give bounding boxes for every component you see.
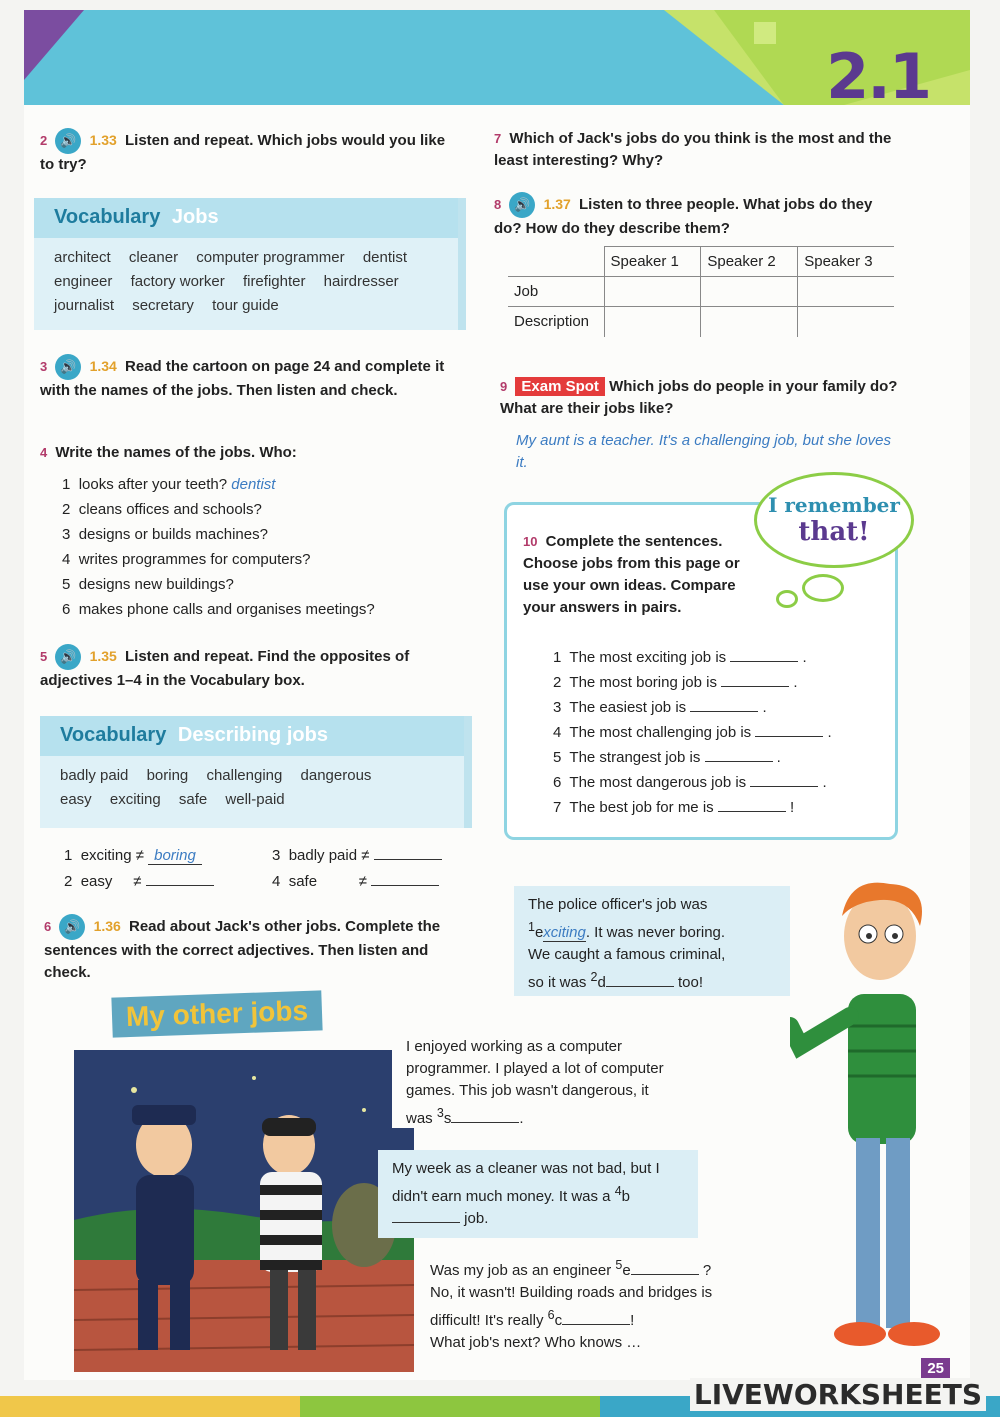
item-number: 1 xyxy=(62,476,71,493)
gap-number: 3 xyxy=(436,1106,444,1120)
speech-text: No, it wasn't! Building roads and bridges is difficult! It's really xyxy=(430,1284,713,1329)
speaker-icon[interactable]: 🔊 xyxy=(509,192,535,218)
vocab-word: engineer xyxy=(54,273,113,290)
speech-line xyxy=(430,1282,742,1332)
exercise-instruction: Read the cartoon on page 24 and complete it with the names of the jobs. Then listen and check. xyxy=(40,357,445,399)
exercise-instruction: Listen and repeat. Which jobs would you like to try? xyxy=(40,131,446,173)
answer-input[interactable] xyxy=(146,872,214,886)
vocab-word: architect xyxy=(54,249,111,266)
vocabulary-word-list xyxy=(34,238,458,326)
exercise-5 xyxy=(40,644,460,692)
exercise-7 xyxy=(494,128,894,172)
list-item xyxy=(553,745,883,770)
speech-text: The police officer's job was xyxy=(528,896,708,913)
exercise-instruction: Listen to three people. What jobs do they do? How do they describe them? xyxy=(494,195,873,237)
vocab-word: exciting xyxy=(109,791,161,808)
item-text: makes phone calls and organises meetings? xyxy=(78,601,375,618)
list-item xyxy=(553,670,883,695)
gap-number: 1 xyxy=(528,920,535,934)
table-cell[interactable] xyxy=(604,307,701,337)
exercise-10-list xyxy=(553,645,883,820)
vocabulary-jobs-box xyxy=(34,198,466,330)
gap-number: 2 xyxy=(590,970,598,984)
not-equal-sign: ≠ xyxy=(358,873,367,890)
punctuation: . xyxy=(822,774,827,791)
thought-dot xyxy=(802,574,844,602)
punctuation: . xyxy=(519,1110,524,1127)
vocab-word: challenging xyxy=(206,767,283,784)
speaker-icon[interactable]: 🔊 xyxy=(55,354,81,380)
opposite-item xyxy=(64,868,274,896)
punctuation: . xyxy=(827,724,832,741)
vocabulary-title: Vocabulary xyxy=(60,724,167,746)
thought-dot xyxy=(776,590,798,608)
not-equal-sign: ≠ xyxy=(135,847,144,864)
list-item xyxy=(553,720,883,745)
punctuation: . xyxy=(762,699,767,716)
jack-character-image xyxy=(790,876,950,1356)
exercise-8 xyxy=(494,192,894,240)
speech-text: We caught a famous criminal, xyxy=(528,946,726,963)
answer-input[interactable]: boring xyxy=(148,847,202,865)
list-item xyxy=(62,572,482,597)
item-text: cleans offices and schools? xyxy=(78,501,262,518)
vocab-word: journalist xyxy=(54,297,115,314)
item-text: The strangest job is xyxy=(569,749,701,766)
table-cell[interactable] xyxy=(798,277,894,307)
exercise-10-instruction xyxy=(523,531,743,619)
page-number: 25 xyxy=(921,1358,950,1379)
textbook-page xyxy=(24,10,970,1380)
remember-line-1: I remember xyxy=(768,493,900,517)
item-text: designs or builds machines? xyxy=(78,526,268,543)
item-number: 2 xyxy=(64,873,73,890)
exercise-4 xyxy=(40,442,470,464)
gap-number: 6 xyxy=(547,1308,555,1322)
i-remember-that-bubble xyxy=(754,472,914,568)
answer-input[interactable] xyxy=(730,648,798,662)
gap-first-letter: d xyxy=(597,974,606,991)
item-number: 3 xyxy=(553,699,562,716)
watermark-text: LIVEWORKSHEETS xyxy=(693,1378,982,1411)
adjective: safe xyxy=(288,873,318,890)
list-item xyxy=(62,547,482,572)
vocabulary-describing-box xyxy=(40,716,472,828)
vocab-word: dangerous xyxy=(300,767,372,784)
track-number: 1.34 xyxy=(89,357,117,374)
adjective: easy xyxy=(80,873,113,890)
punctuation: ! xyxy=(790,799,795,816)
punctuation: ! xyxy=(630,1312,635,1329)
item-number: 4 xyxy=(272,873,281,890)
item-text: The most boring job is xyxy=(569,674,717,691)
item-number: 6 xyxy=(62,601,71,618)
adjective: exciting xyxy=(80,847,132,864)
table-header: Speaker 2 xyxy=(701,247,798,277)
gap-first-letter: b xyxy=(621,1188,630,1205)
item-text: The easiest job is xyxy=(569,699,687,716)
vocabulary-subtitle: Describing jobs xyxy=(177,724,328,746)
vocabulary-heading xyxy=(34,198,458,238)
track-number: 1.35 xyxy=(89,647,117,664)
item-number: 6 xyxy=(553,774,562,791)
table-header-row xyxy=(508,247,894,277)
gap-first-letter: e xyxy=(534,924,544,941)
exercise-instruction: Write the names of the jobs. Who: xyxy=(55,444,297,461)
punctuation: . xyxy=(802,649,807,666)
exercise-number: 4 xyxy=(40,445,48,460)
vocab-word: factory worker xyxy=(130,273,225,290)
exercise-number: 9 xyxy=(500,379,508,394)
gap-number: 5 xyxy=(615,1258,623,1272)
speaker-icon[interactable]: 🔊 xyxy=(55,128,81,154)
speech-text: . It was never boring. xyxy=(585,924,726,941)
vocab-word: secretary xyxy=(132,297,194,314)
police-chasing-thief-image xyxy=(74,1050,414,1372)
item-number: 1 xyxy=(553,649,562,666)
answer-input[interactable] xyxy=(721,673,789,687)
item-number: 4 xyxy=(62,551,71,568)
answer-input[interactable] xyxy=(705,748,773,762)
speech-line xyxy=(528,916,776,944)
speech-text: My week as a cleaner was not bad, but I didn't earn much money. It was a xyxy=(392,1160,660,1205)
item-number: 3 xyxy=(62,526,71,543)
speech-line xyxy=(430,1254,742,1282)
table-cell[interactable] xyxy=(701,277,798,307)
item-number: 7 xyxy=(553,799,562,816)
vocabulary-subtitle: Jobs xyxy=(171,206,219,228)
item-number: 3 xyxy=(272,847,281,864)
table-row xyxy=(508,307,894,337)
opposite-item xyxy=(272,842,482,870)
item-text: designs new buildings? xyxy=(78,576,234,593)
gap-first-letter: e xyxy=(622,1262,631,1279)
item-number: 4 xyxy=(553,724,562,741)
exam-spot-badge: Exam Spot xyxy=(515,377,605,396)
punctuation: ? xyxy=(702,1262,712,1279)
exercise-instruction: Which of Jack's jobs do you think is the most and the least interesting? Why? xyxy=(494,130,892,169)
answer-input[interactable]: dentist xyxy=(231,476,276,493)
exercise-number: 8 xyxy=(494,196,502,212)
vocab-word: hairdresser xyxy=(323,273,399,290)
item-number: 2 xyxy=(553,674,562,691)
vocab-word: firefighter xyxy=(242,273,306,290)
speaker-icon[interactable]: 🔊 xyxy=(59,914,85,940)
item-number: 2 xyxy=(62,501,71,518)
answer-input[interactable] xyxy=(562,1311,630,1325)
speech-line xyxy=(528,966,776,994)
speech-computer-programmer xyxy=(392,1028,688,1128)
speech-text: so it was xyxy=(528,974,587,991)
table-row xyxy=(508,277,894,307)
item-text: looks after your teeth? xyxy=(78,476,228,493)
item-number: 1 xyxy=(64,847,73,864)
adjective: badly paid xyxy=(288,847,358,864)
punctuation: . xyxy=(793,674,798,691)
vocab-word: easy xyxy=(60,791,92,808)
list-item xyxy=(553,645,883,670)
not-equal-sign: ≠ xyxy=(133,873,142,890)
track-number: 1.37 xyxy=(543,195,571,212)
answer-input[interactable] xyxy=(451,1109,519,1123)
row-label: Job xyxy=(508,277,604,307)
exercise-number: 7 xyxy=(494,131,502,146)
list-item xyxy=(62,472,482,497)
item-text: The best job for me is xyxy=(569,799,714,816)
row-label: Description xyxy=(508,307,604,337)
speech-text: Was my job as an engineer xyxy=(430,1262,612,1279)
unit-number: 2.1 xyxy=(826,40,930,113)
not-equal-sign: ≠ xyxy=(361,847,370,864)
list-item xyxy=(553,695,883,720)
table-header: Speaker 3 xyxy=(798,247,894,277)
answer-input[interactable] xyxy=(371,872,439,886)
table-cell[interactable] xyxy=(798,307,894,337)
exercise-4-list xyxy=(62,472,482,622)
answer-input[interactable] xyxy=(392,1209,460,1223)
vocab-word: safe xyxy=(178,791,208,808)
answer-input[interactable]: xciting xyxy=(543,924,586,941)
example-answer: My aunt is a teacher. It's a challenging job, but she loves it. xyxy=(516,432,892,471)
speech-cleaner xyxy=(378,1150,698,1238)
answer-input[interactable] xyxy=(690,698,758,712)
answer-input[interactable] xyxy=(606,973,674,987)
exercise-instruction: Which jobs do people in your family do? What are their jobs like? xyxy=(500,378,898,417)
vocabulary-heading xyxy=(40,716,464,756)
vocab-word: boring xyxy=(146,767,189,784)
vocab-word: well-paid xyxy=(225,791,285,808)
vocabulary-word-list xyxy=(40,756,464,820)
answer-input[interactable] xyxy=(631,1261,699,1275)
answer-input[interactable] xyxy=(750,773,818,787)
speech-text: I enjoyed working as a computer programmer. I played a lot of computer games. This job wasn't dangerous, it was xyxy=(406,1038,664,1127)
exercise-instruction: Listen and repeat. Find the opposites of adjectives 1–4 in the Vocabulary box. xyxy=(40,647,410,689)
punctuation: . xyxy=(776,749,781,766)
answer-input[interactable] xyxy=(374,846,442,860)
story-title: My other jobs xyxy=(111,990,322,1037)
item-number: 5 xyxy=(553,749,562,766)
exercise-number: 3 xyxy=(40,358,48,374)
list-item xyxy=(62,522,482,547)
track-number: 1.33 xyxy=(89,131,117,148)
speech-engineer xyxy=(416,1246,756,1356)
exercise-number: 10 xyxy=(523,534,538,549)
speech-police-officer xyxy=(514,886,790,996)
instruction-bold: Complete the sentences. xyxy=(545,533,723,550)
opposite-item xyxy=(272,868,482,896)
exercise-3 xyxy=(40,354,460,402)
exercise-instruction: Read about Jack's other jobs. Complete the sentences with the correct adjectives. Then listen and check. xyxy=(44,917,441,981)
gap-number: 4 xyxy=(614,1184,622,1198)
gap-first-letter: c xyxy=(554,1312,563,1329)
speakers-table xyxy=(508,246,894,337)
vocab-word: dentist xyxy=(362,249,408,266)
list-item xyxy=(553,795,883,820)
table-corner xyxy=(508,247,604,277)
speech-text: job. xyxy=(464,1210,489,1227)
item-number: 5 xyxy=(62,576,71,593)
exercise-6 xyxy=(44,914,464,984)
vocab-word: tour guide xyxy=(212,297,279,314)
speech-text: What job's next? Who knows … xyxy=(430,1334,642,1351)
list-item xyxy=(553,770,883,795)
speech-text: too! xyxy=(678,974,704,991)
cartoon-illustration xyxy=(74,1050,414,1372)
exercise-9 xyxy=(500,376,900,420)
exercise-number: 5 xyxy=(40,648,48,664)
item-text: The most dangerous job is xyxy=(569,774,747,791)
vocab-word: computer programmer xyxy=(196,249,345,266)
gap-first-letter: s xyxy=(443,1110,452,1127)
exercise-number: 6 xyxy=(44,918,52,934)
vocab-word: badly paid xyxy=(60,767,129,784)
remember-line-2: that! xyxy=(798,517,870,547)
exercise-2 xyxy=(40,128,460,176)
opposite-item xyxy=(64,842,274,870)
item-text: The most exciting job is xyxy=(569,649,727,666)
item-text: writes programmes for computers? xyxy=(78,551,311,568)
table-cell[interactable] xyxy=(701,307,798,337)
liveworksheets-logo xyxy=(690,1378,986,1411)
track-number: 1.36 xyxy=(93,917,121,934)
list-item xyxy=(62,497,482,522)
answer-input[interactable] xyxy=(755,723,823,737)
speaker-icon[interactable]: 🔊 xyxy=(55,644,81,670)
table-cell[interactable] xyxy=(604,277,701,307)
item-text: The most challenging job is xyxy=(569,724,752,741)
vocab-word: cleaner xyxy=(128,249,179,266)
exercise-number: 2 xyxy=(40,132,48,148)
answer-input[interactable] xyxy=(718,798,786,812)
instruction-text: Choose jobs from this page or use your own ideas. Compare your answers in pairs. xyxy=(523,555,740,616)
vocabulary-title: Vocabulary xyxy=(54,206,161,228)
list-item xyxy=(62,597,482,622)
table-header: Speaker 1 xyxy=(604,247,701,277)
